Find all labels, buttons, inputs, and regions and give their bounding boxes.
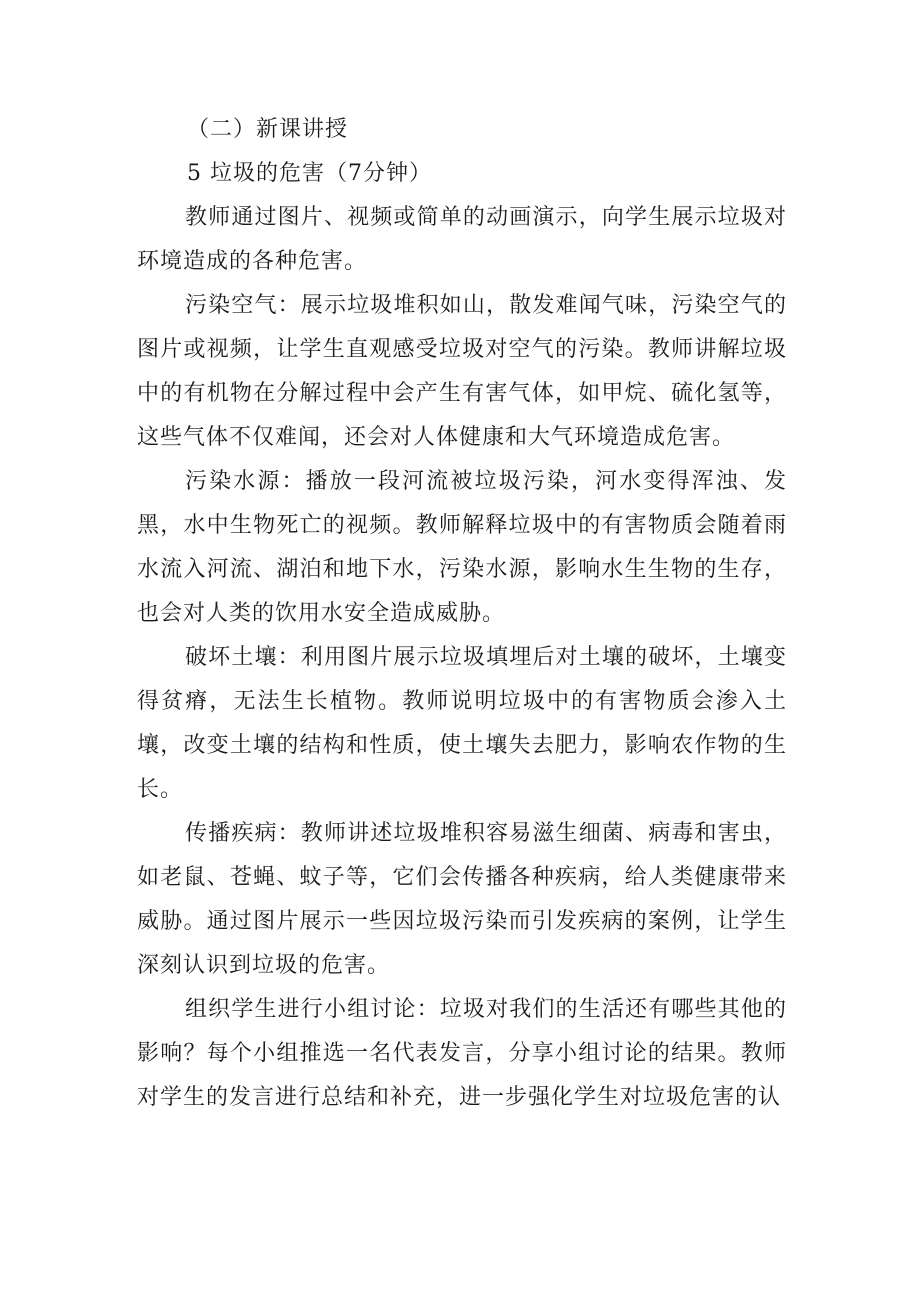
- paragraph-group-discussion: 组织学生进行小组讨论：垃圾对我们的生活还有哪些其他的影响？每个小组推选一名代表发言，分享小组讨论的结果。教师对学生的发言进行总结和补充，进一步强化学生对垃圾危害的认: [137, 997, 787, 1110]
- paragraph-soil-damage: 破坏土壤：利用图片展示垃圾填埋后对土壤的破坏，土壤变得贫瘠，无法生长植物。教师说明垃圾中的有害物质会渗入土壤，改变土壤的结构和性质，使土壤失去肥力，影响农作物的生长。: [137, 645, 787, 802]
- paragraph-disease-spread: 传播疾病：教师讲述垃圾堆积容易滋生细菌、病毒和害虫，如老鼠、苍蝇、蚊子等，它们会传播各种疾病，给人类健康带来威胁。通过图片展示一些因垃圾污染而引发疾病的案例，让学生深刻认识到垃圾的危害。: [137, 821, 787, 978]
- document-body: [137, 108, 787, 1120]
- paragraph-intro: 教师通过图片、视频或简单的动画演示，向学生展示垃圾对环境造成的各种危害。: [137, 205, 787, 274]
- subsection-heading: 5 垃圾的危害（7分钟）: [187, 161, 432, 186]
- paragraph-water-pollution: 污染水源：播放一段河流被垃圾污染，河水变得浑浊、发黑，水中生物死亡的视频。教师解释垃圾中的有害物质会随着雨水流入河流、湖泊和地下水，污染水源，影响水生生物的生存，也会对人类的饮用水安全造成威胁。: [137, 469, 787, 626]
- paragraph-air-pollution: 污染空气：展示垃圾堆积如山，散发难闻气味，污染空气的图片或视频，让学生直观感受垃圾对空气的污染。教师讲解垃圾中的有机物在分解过程中会产生有害气体，如甲烷、硫化氢等，这些气体不仅难闻，还会对人体健康和大气环境造成危害。: [137, 293, 787, 450]
- section-heading: （二）新课讲授: [187, 117, 349, 142]
